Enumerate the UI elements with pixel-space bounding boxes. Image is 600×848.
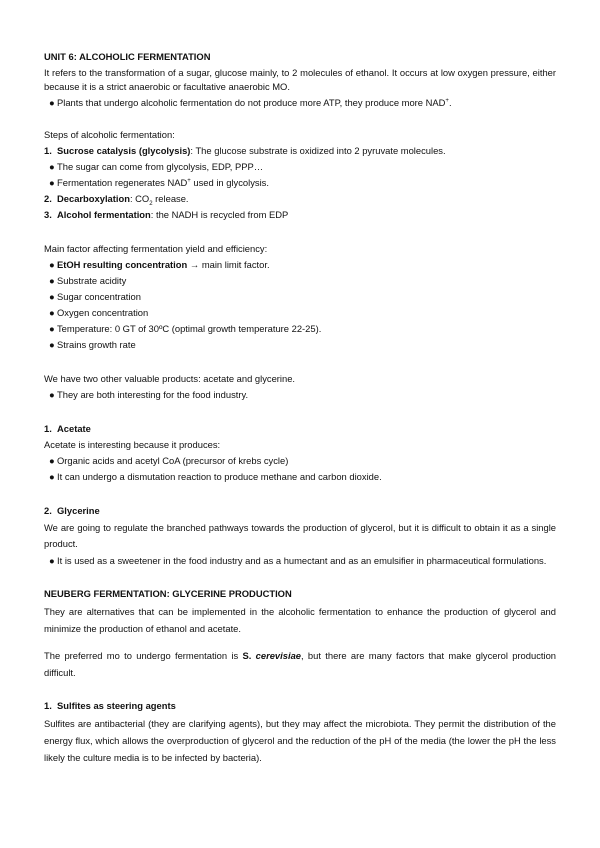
acetate-text: Acetate is interesting because it produces: [44, 439, 221, 450]
glycerine-bullet: ● It is used as a sweetener in the food industry and as a humectant and as an emulsifier in pharmaceutical formulations. [44, 553, 556, 569]
intro-bullet: ● Plants that undergo alcoholic fermentation do not produce more ATP, they produce more NAD+. [49, 97, 452, 108]
factor-item: ● EtOH resulting concentration → main limit factor. [49, 259, 270, 270]
document-page [44, 50, 556, 766]
factor-item: ● Temperature: 0 GT of 30ºC (optimal growth temperature 22-25). [49, 323, 322, 334]
neuberg-title: NEUBERG FERMENTATION: GLYCERINE PRODUCTION [44, 588, 292, 599]
acetate-bullet: ● Organic acids and acetyl CoA (precursor of krebs cycle) [49, 455, 289, 466]
bullet-dot: ● [49, 97, 55, 108]
glycerine-text: We are going to regulate the branched pathways towards the production of glycerol, but it is difficult to obtain it as a single product. [44, 522, 556, 549]
bullet-dot: ● [49, 323, 55, 334]
bullet-dot: ● [49, 471, 55, 482]
step-1-bullet-1: ● The sugar can come from glycolysis, EDP, PPP… [49, 161, 264, 172]
bullet-dot: ● [49, 455, 55, 466]
bullet-dot: ● [49, 555, 55, 566]
acetate-heading: 1. Acetate [44, 423, 91, 434]
bullet-dot: ● [49, 389, 55, 400]
bullet-dot: ● [49, 339, 55, 350]
factors-heading: Main factor affecting fermentation yield and efficiency: [44, 243, 268, 254]
steps-heading: Steps of alcoholic fermentation: [44, 129, 175, 140]
sulfites-heading: 1. Sulfites as steering agents [44, 700, 176, 711]
bullet-dot: ● [49, 259, 55, 270]
step-1: 1. Sucrose catalysis (glycolysis): The glucose substrate is oxidized into 2 pyruvate molecules. [44, 145, 446, 156]
factor-item: ● Strains growth rate [49, 339, 136, 350]
products-bullet: ● They are both interesting for the food industry. [49, 389, 249, 400]
unit-title: UNIT 6: ALCOHOLIC FERMENTATION [44, 51, 211, 62]
factor-item: ● Oxygen concentration [49, 307, 149, 318]
step-3: 3. Alcohol fermentation: the NADH is recycled from EDP [44, 209, 289, 220]
bullet-dot: ● [49, 291, 55, 302]
intro-paragraph: It refers to the transformation of a sugar, glucose mainly, to 2 molecules of ethanol. It occurs at low oxygen pressure, either because it is a strict anaerobic or facultative anaerobic MO. [44, 67, 556, 92]
factor-item: ● Substrate acidity [49, 275, 127, 286]
bullet-dot: ● [49, 177, 55, 188]
step-2: 2. Decarboxylation: $CO_2$ release. [44, 193, 189, 207]
acetate-bullet: ● It can undergo a dismutation reaction to produce methane and carbon dioxide. [49, 471, 382, 482]
factor-item: ● Sugar concentration [49, 291, 141, 302]
bullet-dot: ● [49, 161, 55, 172]
bullet-dot: ● [49, 307, 55, 318]
neuberg-text: They are alternatives that can be implemented in the alcoholic fermentation to enhance the production of glycerol and minimize the production of ethanol and acetate. [44, 606, 556, 634]
glycerine-heading: 2. Glycerine [44, 505, 100, 516]
sulfites-text: Sulfites are antibacterial (they are clarifying agents), but they may affect the microbiota. They permit the distribution of the energy flux, which allows the overproduction of glycerol and the reduction of the pH of the media (the lower the pH the less likely the culture media is to be infected by bacteria). [44, 718, 556, 763]
step-1-bullet-2: ● Fermentation regenerates NAD+ used in glycolysis. [49, 177, 269, 188]
preferred-mo-text: The preferred mo to undergo fermentation is S. cerevisiae, but there are many factors that make glycerol production difficult. [44, 650, 556, 678]
products-text: We have two other valuable products: acetate and glycerine. [44, 373, 296, 384]
bullet-dot: ● [49, 275, 55, 286]
